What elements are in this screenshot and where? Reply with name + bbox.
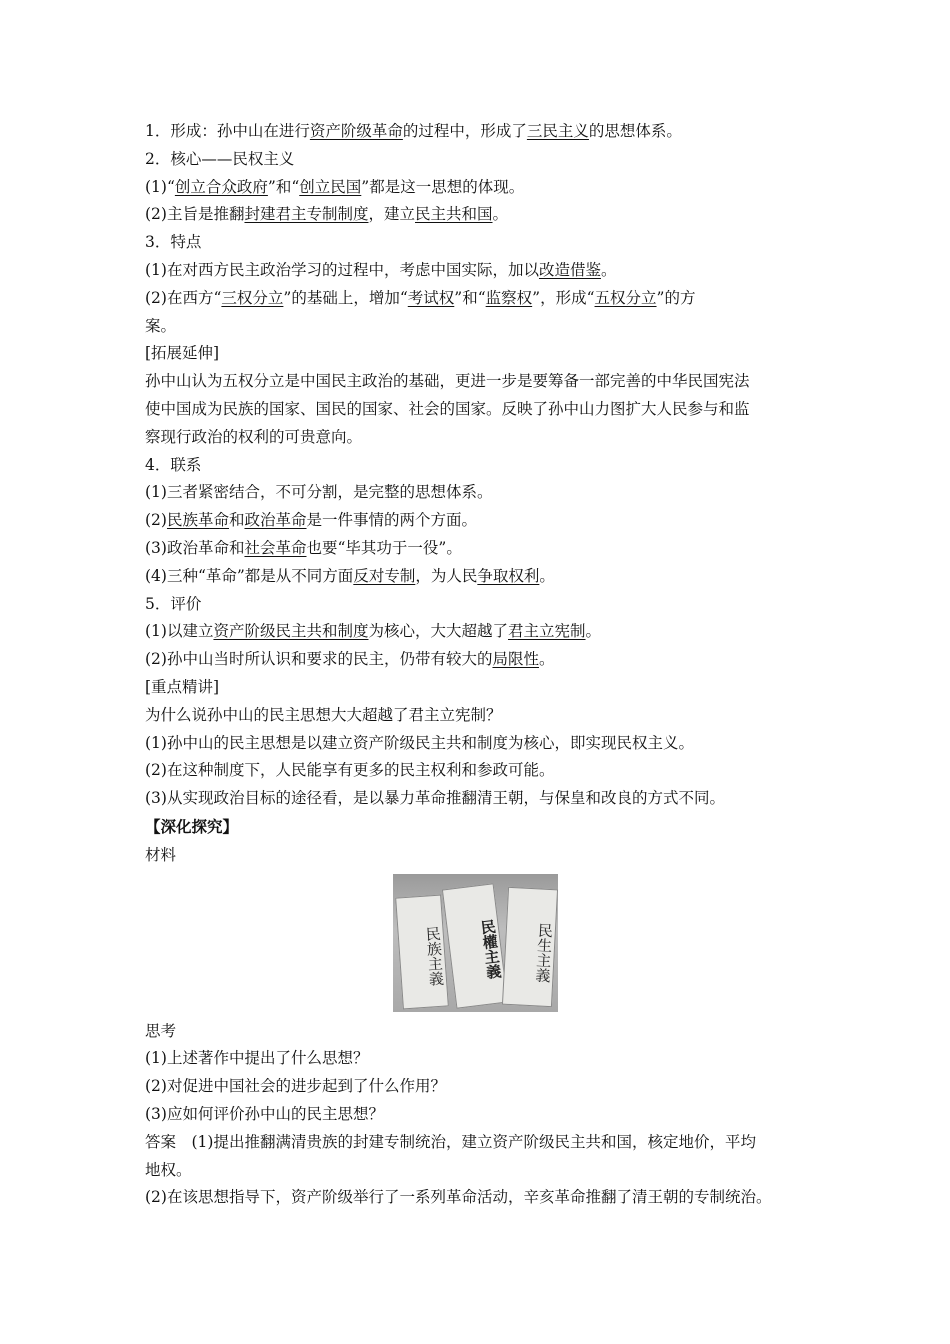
text-line xyxy=(145,1129,825,1157)
text-run: ，为人民 xyxy=(415,566,478,585)
text-run: ”，形成“ xyxy=(532,288,595,307)
book-minzu: 民族主義 xyxy=(395,894,449,1009)
text-line xyxy=(145,591,825,619)
text-run: ，建立 xyxy=(368,205,415,224)
text-run: (1)三者紧密结合，不可分割，是完整的思想体系。 xyxy=(145,483,493,502)
text-run: (1)“ xyxy=(145,177,175,196)
text-run: (1)在对西方民主政治学习的过程中，考虑中国实际，加以 xyxy=(145,260,539,279)
text-line xyxy=(145,785,825,813)
text-block-after-figure xyxy=(145,1018,825,1213)
book-minsheng: 民生主義 xyxy=(502,886,558,1006)
text-run: 答案 (1)提出推翻满清贵族的封建专制统治，建立资产阶级民主共和国，核定地价，平均 xyxy=(145,1132,756,1151)
text-run: ”都是这一思想的体现。 xyxy=(361,177,525,196)
text-line xyxy=(145,813,825,842)
text-line xyxy=(145,730,825,758)
text-run: 察现行政治的权利的可贵意向。 xyxy=(145,427,363,446)
text-line xyxy=(145,1018,825,1046)
text-run: (2)孙中山当时所认识和要求的民主，仍带有较大的 xyxy=(145,650,493,669)
text-line xyxy=(145,424,825,452)
text-run: (2)主旨是推翻 xyxy=(145,205,245,224)
text-run: 1．形成：孙中山在进行 xyxy=(145,122,310,140)
text-line xyxy=(145,257,825,285)
text-run: 。 xyxy=(538,650,555,669)
text-line xyxy=(145,479,825,507)
text-block-before-figure xyxy=(145,118,825,870)
underlined-term: 君主立宪制 xyxy=(508,622,586,641)
text-line xyxy=(145,229,825,257)
text-run: 案。 xyxy=(145,316,177,335)
text-run: 和 xyxy=(228,511,245,530)
text-line xyxy=(145,1073,825,1101)
underlined-term: 民族革命 xyxy=(166,511,229,530)
text-run: [拓展延伸] xyxy=(145,344,220,363)
underlined-term: 封建君主专制制度 xyxy=(244,205,369,224)
text-line xyxy=(145,368,825,396)
text-run: 5．评价 xyxy=(145,594,202,613)
underlined-term: 争取权利 xyxy=(477,566,540,585)
text-run: 思考 xyxy=(145,1021,177,1040)
text-run: (2)对促进中国社会的进步起到了什么作用？ xyxy=(145,1077,446,1096)
text-run: ”的方 xyxy=(656,288,696,307)
text-run: (3)政治革命和 xyxy=(145,538,245,557)
underlined-term: 三权分立 xyxy=(221,288,284,307)
text-run: ”和“ xyxy=(454,288,486,307)
underlined-term: 政治革命 xyxy=(244,511,307,530)
document-page xyxy=(145,118,825,1212)
text-run: 。 xyxy=(585,622,602,641)
text-run: 的过程中，形成了 xyxy=(402,122,527,140)
text-run: (1)上述著作中提出了什么思想？ xyxy=(145,1049,369,1068)
underlined-term: 改造借鉴 xyxy=(538,260,601,279)
text-line xyxy=(145,646,825,674)
text-line xyxy=(145,340,825,368)
text-line xyxy=(145,118,825,146)
text-run: (3)从实现政治目标的途径看，是以暴力革命推翻清王朝，与保皇和改良的方式不同。 xyxy=(145,789,725,808)
text-line xyxy=(145,396,825,424)
underlined-term: 考试权 xyxy=(407,288,455,307)
underlined-term: 创立合众政府 xyxy=(174,177,268,196)
text-run: 使中国成为民族的国家、国民的国家、社会的国家。反映了孙中山力图扩大人民参与和监 xyxy=(145,399,750,418)
text-run: 也要“毕其功于一役”。 xyxy=(306,538,462,557)
text-line xyxy=(145,702,825,730)
underlined-term: 创立民国 xyxy=(299,177,362,196)
text-run: (1)以建立 xyxy=(145,622,214,641)
text-run: (3)应如何评价孙中山的民主思想？ xyxy=(145,1104,384,1123)
text-line xyxy=(145,285,825,313)
text-run: 2．核心——民权主义 xyxy=(145,149,295,168)
text-run: 。 xyxy=(539,566,555,585)
text-line xyxy=(145,313,825,341)
text-run: 。 xyxy=(492,205,509,224)
text-line xyxy=(145,201,825,229)
text-run: 【深化探究】 xyxy=(145,816,239,836)
underlined-term: 资产阶级革命 xyxy=(309,122,403,140)
text-run: 为什么说孙中山的民主思想大大超越了君主立宪制？ xyxy=(145,705,502,724)
text-run: (2)在这种制度下，人民能享有更多的民主权利和参政可能。 xyxy=(145,761,555,780)
text-line xyxy=(145,842,825,870)
text-line xyxy=(145,1184,825,1212)
underlined-term: 民主共和国 xyxy=(415,205,493,224)
underlined-term: 监察权 xyxy=(485,288,533,307)
text-run: (2)在该思想指导下，资产阶级举行了一系列革命活动，辛亥革命推翻了清王朝的专制统治。 xyxy=(145,1188,772,1207)
text-run: (4)三种“革命”都是从不同方面 xyxy=(145,566,354,585)
text-run: 4．联系 xyxy=(145,455,202,474)
text-line xyxy=(145,146,825,174)
text-line xyxy=(145,757,825,785)
figure-material xyxy=(145,870,825,1018)
text-run: 。 xyxy=(600,260,617,279)
text-line xyxy=(145,535,825,563)
three-principles-books-photo xyxy=(393,874,558,1012)
underlined-term: 局限性 xyxy=(492,650,539,669)
underlined-term: 反对专制 xyxy=(353,566,416,585)
underlined-term: 三民主义 xyxy=(526,122,589,140)
text-line xyxy=(145,507,825,535)
text-run: 是一件事情的两个方面。 xyxy=(306,511,478,530)
text-line xyxy=(145,174,825,202)
text-run: ”和“ xyxy=(267,177,300,196)
text-run: (2) xyxy=(145,511,167,530)
text-line xyxy=(145,563,825,591)
text-run: [重点精讲] xyxy=(145,677,220,696)
underlined-term: 资产阶级民主共和制度 xyxy=(213,622,369,641)
text-line xyxy=(145,1045,825,1073)
text-line xyxy=(145,452,825,480)
text-run: 材料 xyxy=(145,845,177,864)
text-line xyxy=(145,618,825,646)
text-run: 3．特点 xyxy=(145,233,202,252)
underlined-term: 社会革命 xyxy=(244,538,307,557)
text-run: ”的基础上，增加“ xyxy=(283,288,408,307)
text-run: 的思想体系。 xyxy=(588,122,682,140)
text-run: (1)孙中山的民主思想是以建立资产阶级民主共和制度为核心，即实现民权主义。 xyxy=(145,733,694,752)
underlined-term: 五权分立 xyxy=(594,288,657,307)
text-run: 为核心，大大超越了 xyxy=(368,622,508,641)
book-minquan: 民權主義 xyxy=(442,883,508,1008)
text-run: 孙中山认为五权分立是中国民主政治的基础，更进一步是要筹备一部完善的中华民国宪法 xyxy=(145,372,750,391)
text-line xyxy=(145,1101,825,1129)
text-run: (2)在西方“ xyxy=(145,288,222,307)
text-line xyxy=(145,674,825,702)
text-line xyxy=(145,1157,825,1185)
text-run: 地权。 xyxy=(145,1160,192,1179)
